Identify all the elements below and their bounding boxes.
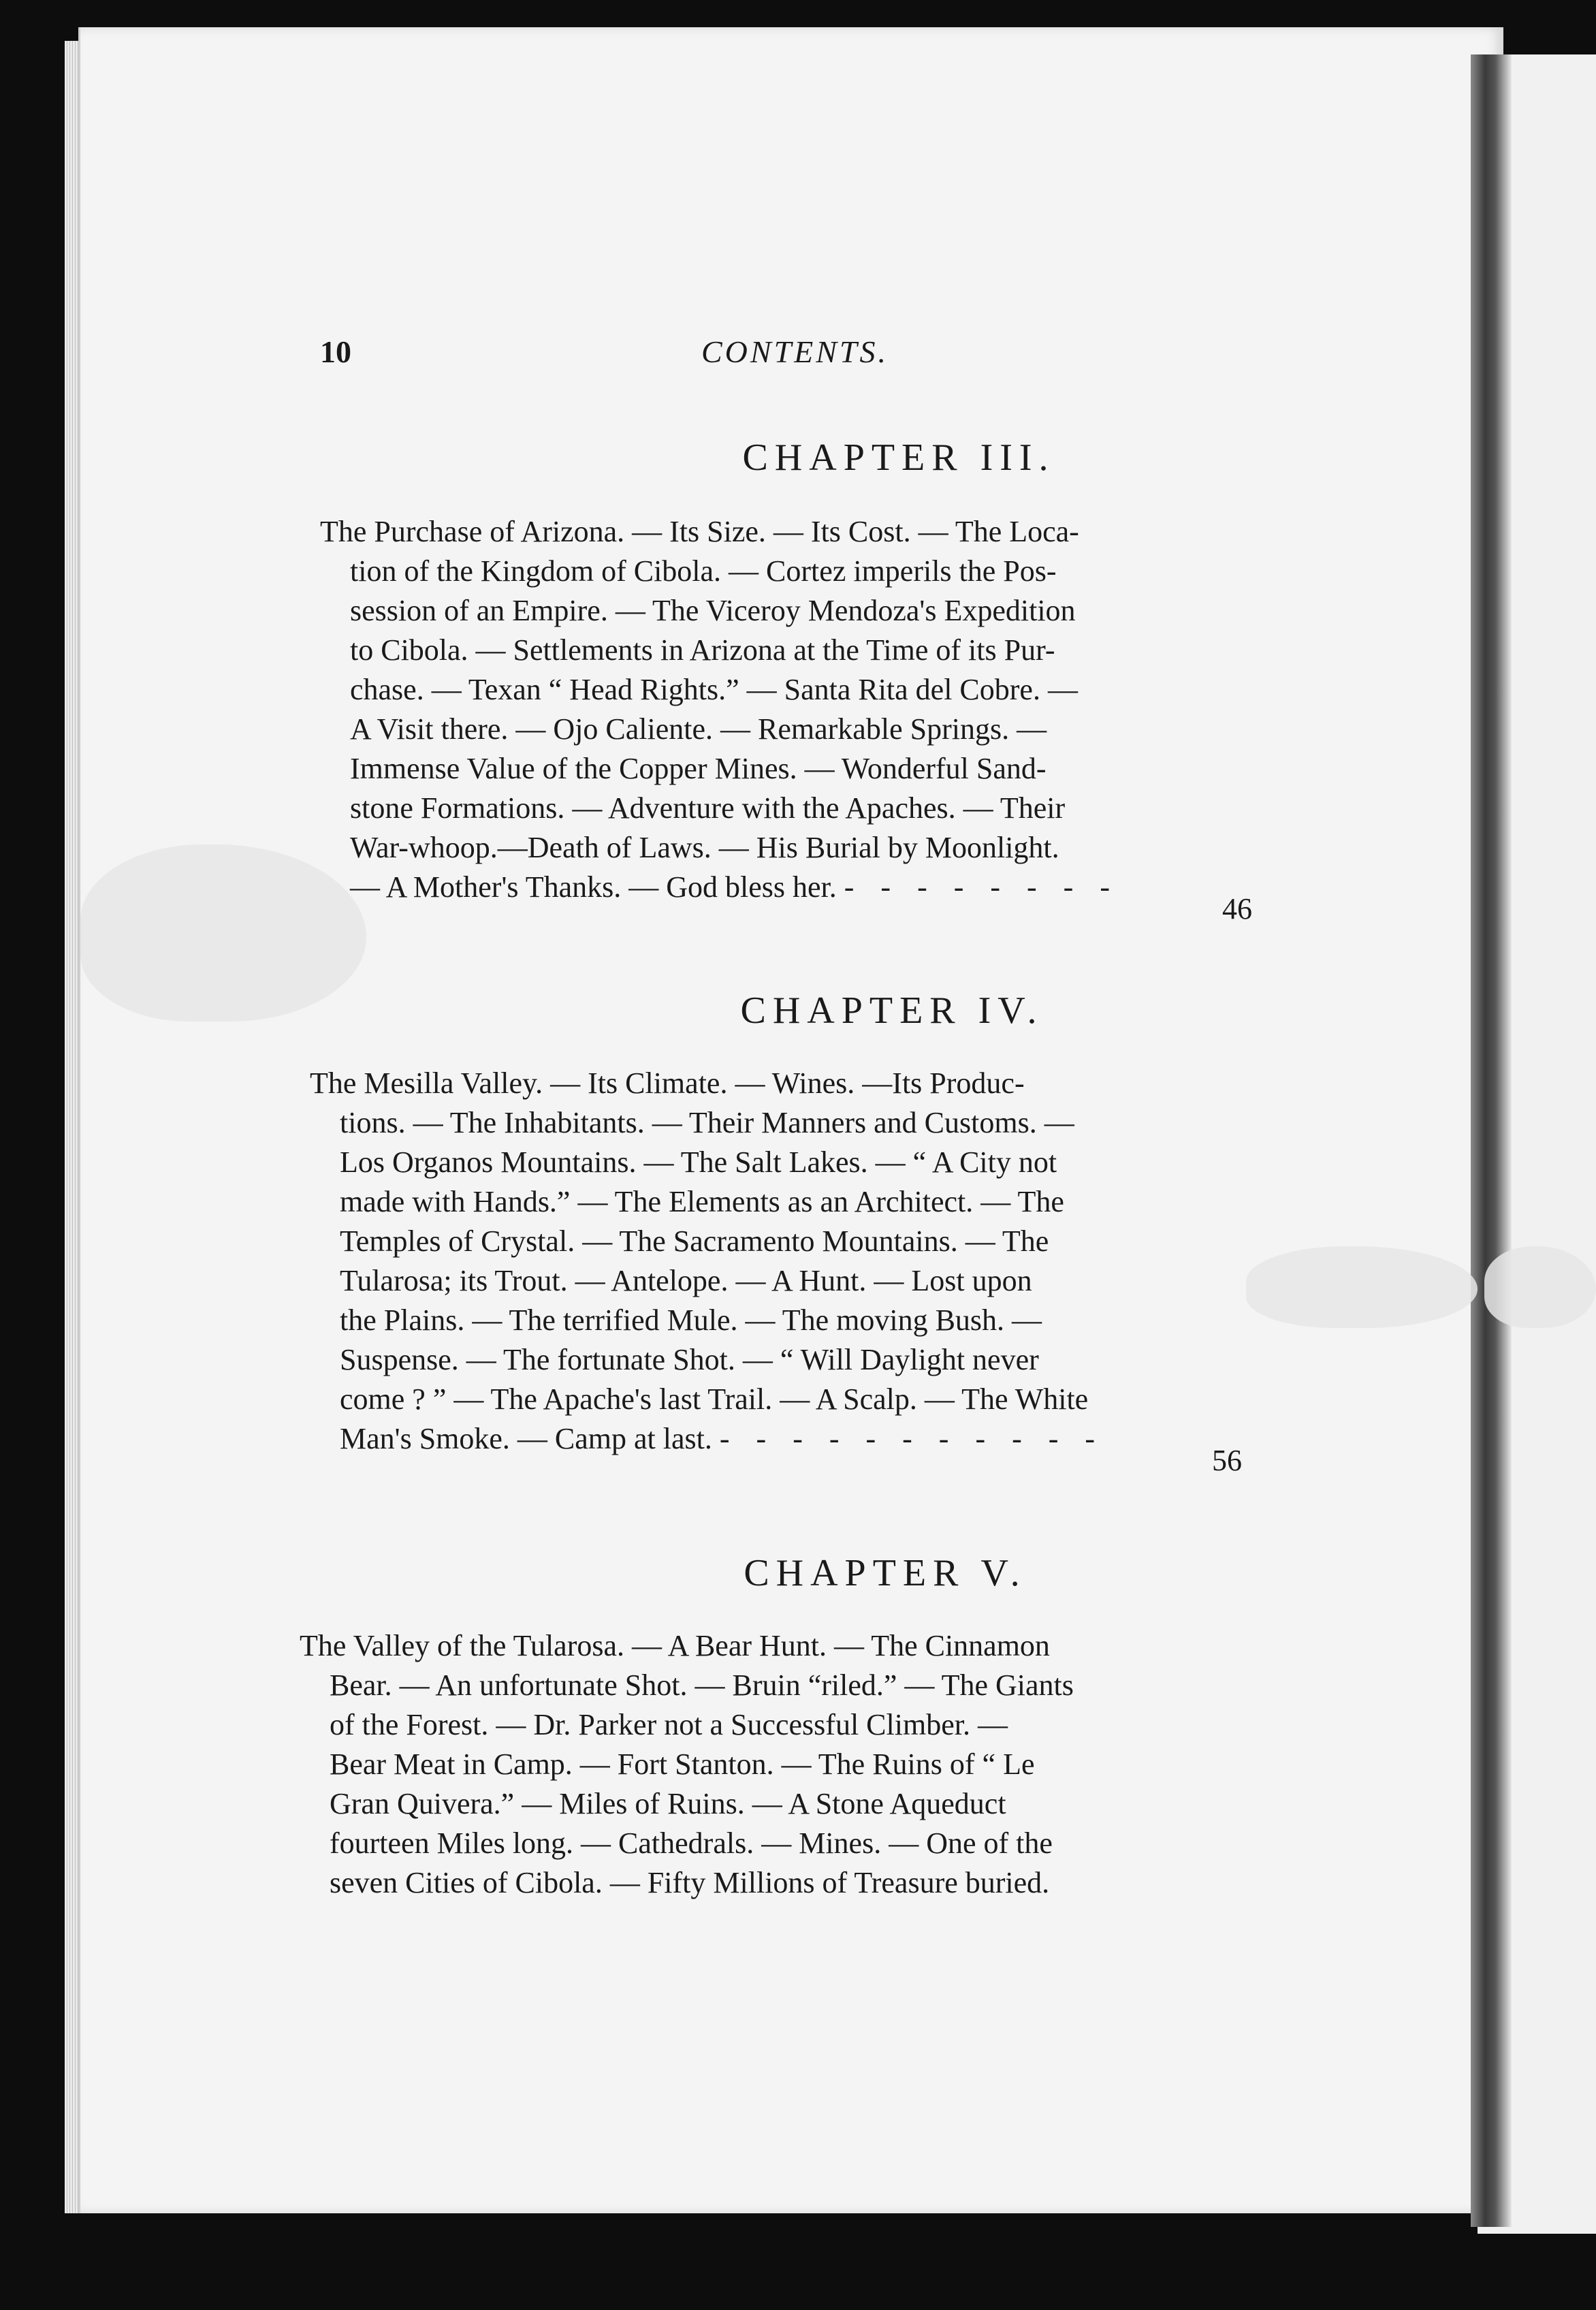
chapter-summary (320, 512, 1205, 907)
page-folio: 10 (320, 334, 351, 369)
dot-leader: - - - - - - - - - - - (719, 1422, 1105, 1455)
summary-line-text: — A Mother's Thanks. — God bless her. (350, 870, 837, 904)
summary-line: Immense Value of the Copper Mines. — Wonderful Sand- (350, 752, 1047, 785)
summary-line: War-whoop.—Death of Laws. — His Burial by Moonlight. (350, 831, 1059, 864)
summary-line: A Visit there. — Ojo Caliente. — Remarkable Springs. — (350, 712, 1047, 746)
summary-line: tions. — The Inhabitants. — Their Manners and Customs. — (340, 1106, 1074, 1139)
summary-line: Bear. — An unfortunate Shot. — Bruin “riled.” — The Giants (330, 1668, 1074, 1702)
chapter-heading: CHAPTER V. (744, 1552, 1027, 1594)
chapter-heading: CHAPTER IV. (740, 990, 1044, 1032)
summary-line: The Mesilla Valley. — Its Climate. — Wines. —Its Produc- (310, 1066, 1025, 1100)
running-head (320, 334, 1478, 375)
water-stain (1484, 1246, 1596, 1328)
summary-line (310, 1419, 1195, 1459)
summary-line: session of an Empire. — The Viceroy Mendoza's Expedition (350, 594, 1076, 627)
summary-line: Suspense. — The fortunate Shot. — “ Will Daylight never (340, 1343, 1039, 1376)
summary-line (320, 868, 1205, 907)
summary-line: the Plains. — The terrified Mule. — The moving Bush. — (340, 1303, 1042, 1337)
summary-line: seven Cities of Cibola. — Fifty Millions of Treasure buried. (330, 1866, 1050, 1899)
dot-leader: - - - - - - - - (844, 870, 1119, 904)
summary-line: come ? ” — The Apache's last Trail. — A Scalp. — The White (340, 1382, 1089, 1416)
chapter-summary (310, 1064, 1195, 1459)
summary-line: Gran Quivera.” — Miles of Ruins. — A Stone Aqueduct (330, 1787, 1006, 1820)
summary-line: Temples of Crystal. — The Sacramento Mountains. — The (340, 1224, 1049, 1258)
chapter-heading: CHAPTER III. (742, 437, 1055, 479)
summary-line: of the Forest. — Dr. Parker not a Successful Climber. — (330, 1708, 1008, 1741)
chapter-page-number: 46 (1222, 892, 1252, 925)
summary-line: chase. — Texan “ Head Rights.” — Santa Rita del Cobre. — (350, 673, 1078, 706)
summary-line: made with Hands.” — The Elements as an Architect. — The (340, 1185, 1064, 1218)
summary-line-text: Man's Smoke. — Camp at last. (340, 1422, 712, 1455)
running-title: CONTENTS. (701, 334, 889, 369)
summary-line: The Purchase of Arizona. — Its Size. — Its Cost. — The Loca- (320, 515, 1079, 548)
book-gutter (1471, 54, 1512, 2227)
summary-line: The Valley of the Tularosa. — A Bear Hunt. — The Cinnamon (300, 1629, 1050, 1662)
summary-line: to Cibola. — Settlements in Arizona at the Time of its Pur- (350, 633, 1055, 667)
summary-line: Tularosa; its Trout. — Antelope. — A Hunt. — Lost upon (340, 1264, 1032, 1297)
chapter-page-number: 56 (1212, 1444, 1242, 1477)
chapter-summary (300, 1626, 1185, 1903)
summary-line: fourteen Miles long. — Cathedrals. — Mines. — One of the (330, 1826, 1053, 1860)
summary-line: Los Organos Mountains. — The Salt Lakes. — “ A City not (340, 1145, 1057, 1179)
summary-line: Bear Meat in Camp. — Fort Stanton. — The Ruins of “ Le (330, 1747, 1035, 1781)
summary-line: stone Formations. — Adventure with the Apaches. — Their (350, 791, 1066, 825)
water-stain (1246, 1246, 1478, 1328)
summary-line: tion of the Kingdom of Cibola. — Cortez imperils the Pos- (350, 554, 1057, 588)
